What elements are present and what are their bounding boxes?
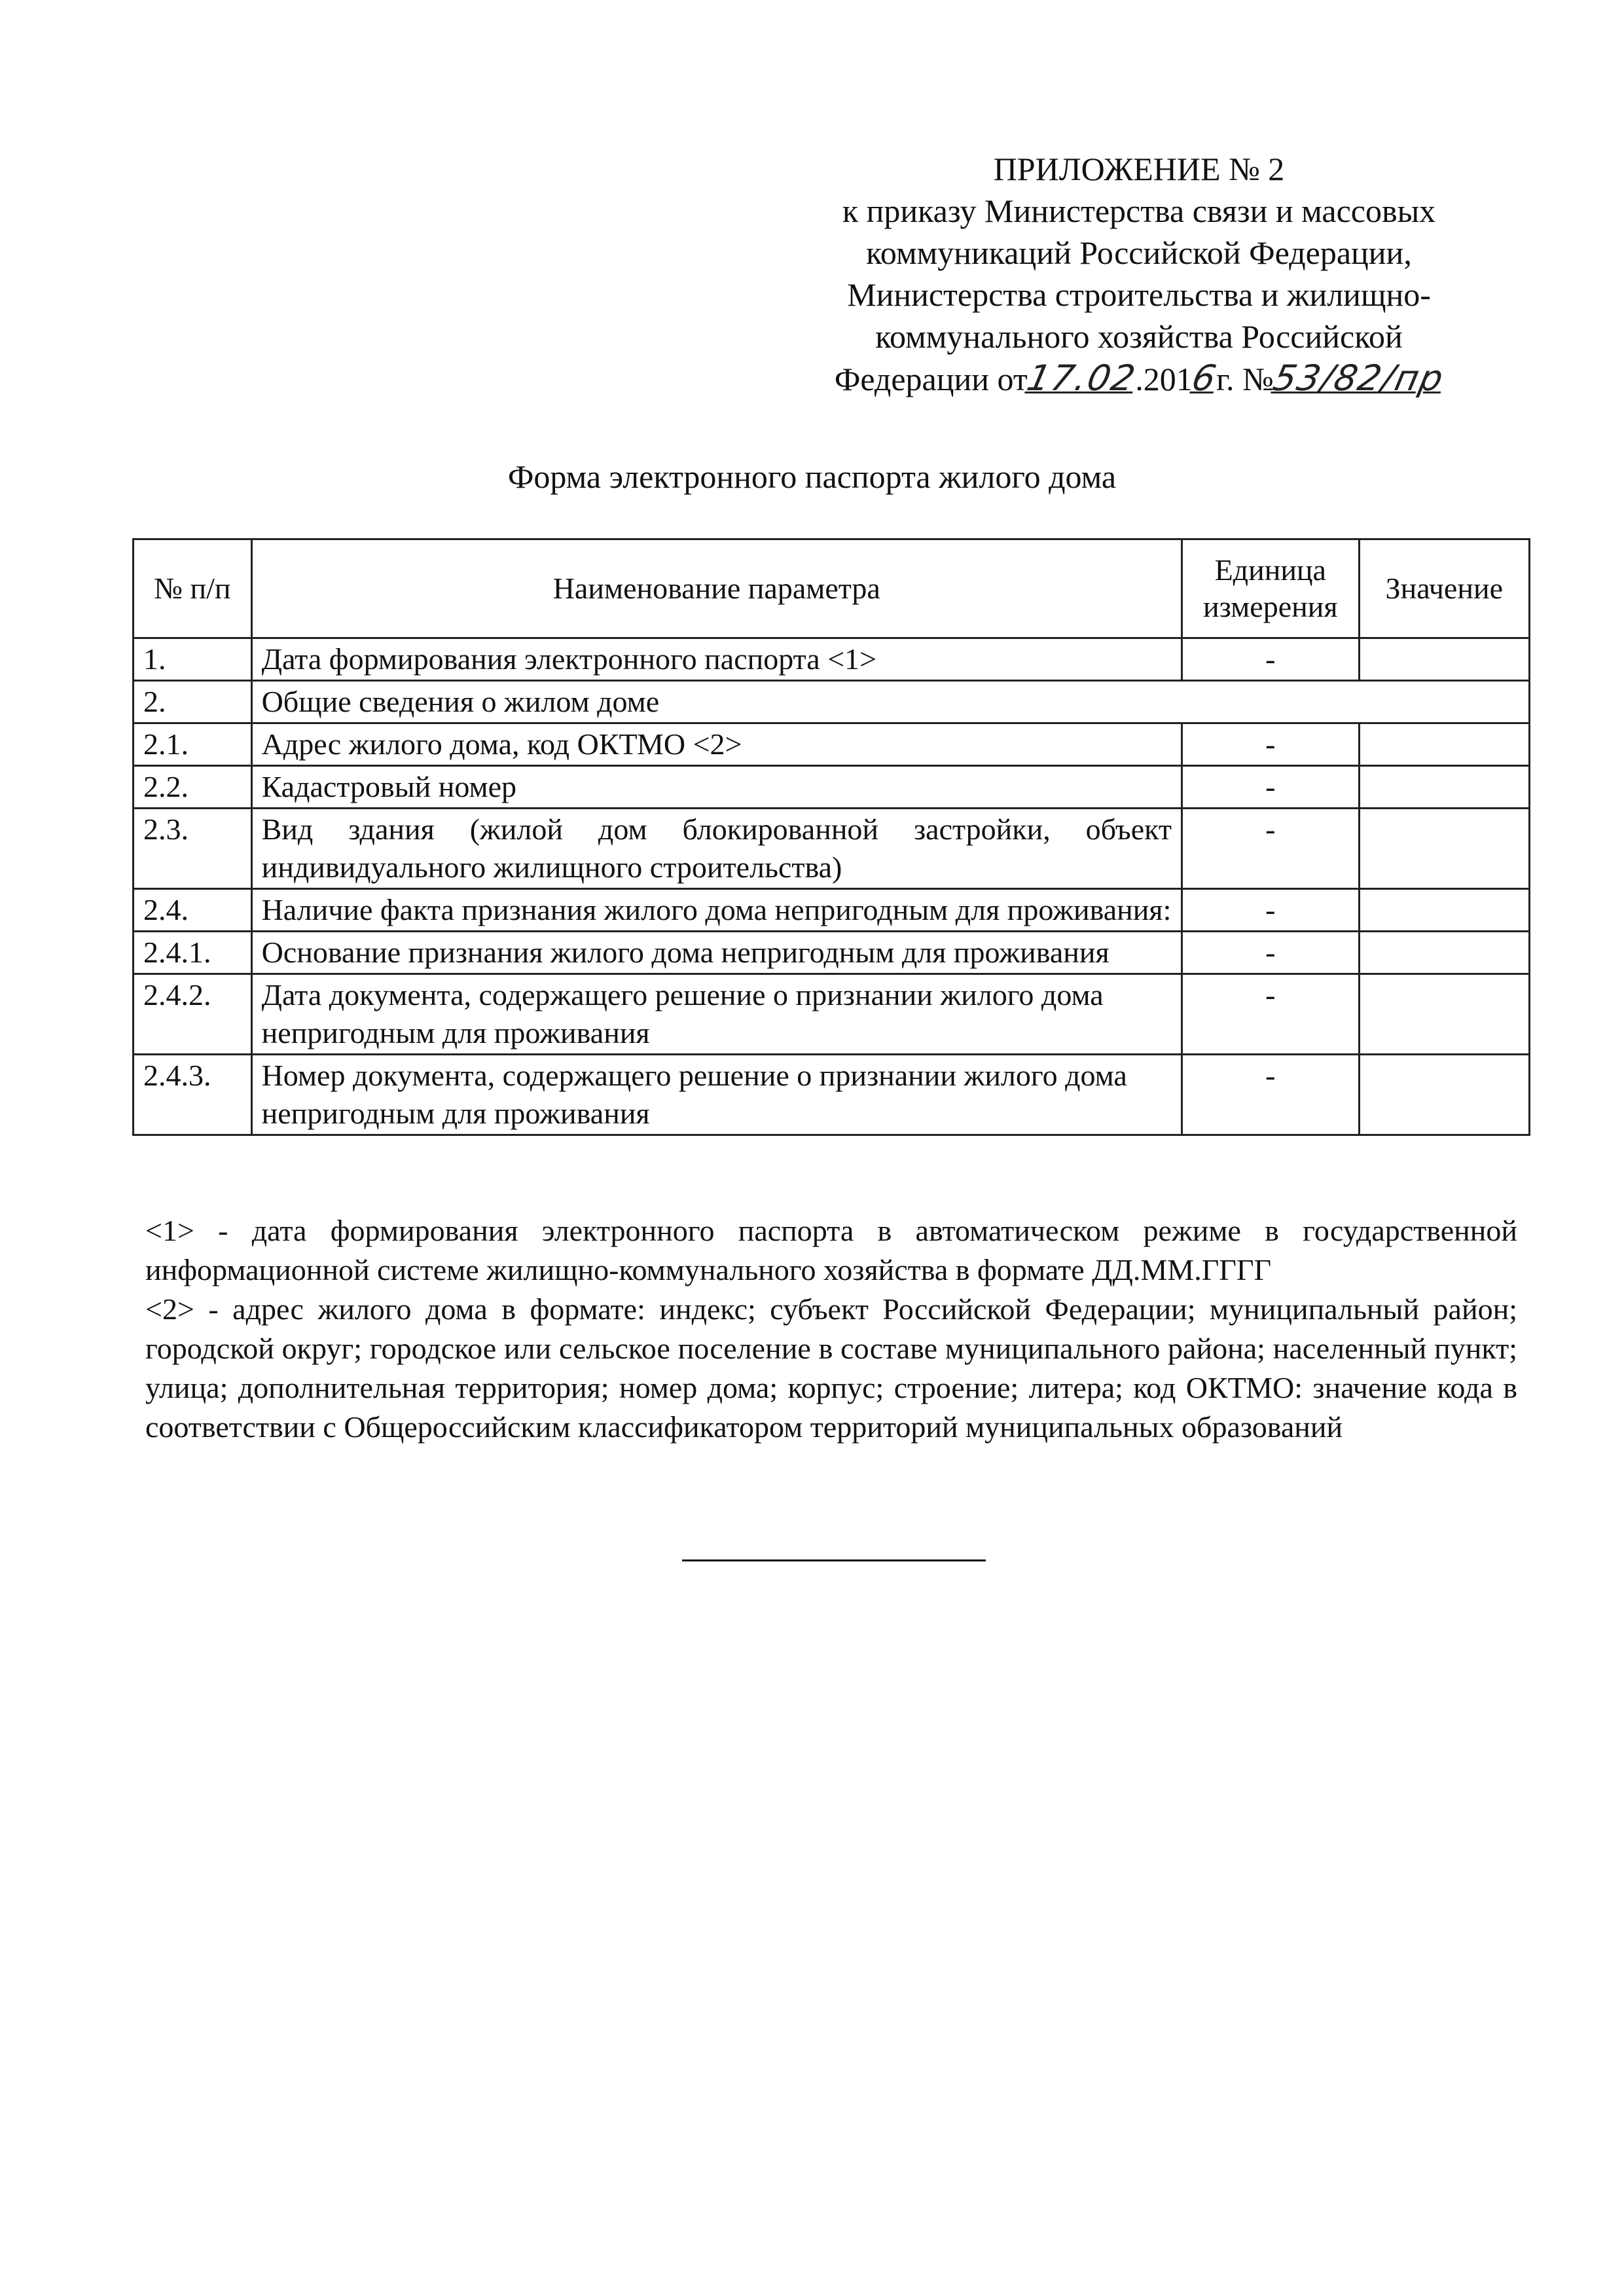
row-value [1359,932,1529,974]
row-value [1359,638,1529,681]
appendix-line-4: Министерства строительства и жилищно- [847,276,1431,313]
row-value [1359,974,1529,1055]
appendix-line-3: коммуникаций Российской Федерации, [866,234,1412,271]
closing-rule [682,1559,986,1561]
row-name: Дата формирования электронного паспорта <1> [251,638,1182,681]
row-value [1359,809,1529,889]
footnotes [145,1211,1517,1447]
row-unit: - [1182,1055,1359,1135]
row-name: Вид здания (жилой дом блокированной застройки, объект индивидуального жилищного строительства) [251,809,1182,889]
header-value: Значение [1359,539,1529,638]
row-num: 2. [134,681,252,723]
row-num: 2.4. [134,889,252,932]
form-title: Форма электронного паспорта жилого дома [507,458,1117,495]
table-row [134,889,1530,932]
row-unit: - [1182,889,1359,932]
appendix-line-5: коммунального хозяйства Российской [875,318,1403,355]
order-number-prefix: г. № [1216,361,1274,397]
table-row [134,723,1530,766]
row-num: 2.4.3. [134,1055,252,1135]
row-value [1359,1055,1529,1135]
row-value [1359,766,1529,809]
row-name: Кадастровый номер [251,766,1182,809]
row-value [1359,889,1529,932]
row-num: 2.4.2. [134,974,252,1055]
row-unit: - [1182,974,1359,1055]
row-num: 2.4.1. [134,932,252,974]
row-unit: - [1182,809,1359,889]
appendix-line-2: к приказу Министерства связи и массовых [842,192,1436,229]
table-row [134,1055,1530,1135]
row-num: 1. [134,638,252,681]
table-row [134,809,1530,889]
row-unit: - [1182,932,1359,974]
table-row [134,766,1530,809]
table-row [134,932,1530,974]
table-header-row [134,539,1530,638]
row-value [1359,723,1529,766]
row-num: 2.3. [134,809,252,889]
appendix-line-6 [720,357,1558,400]
footnote-2: <2> - адрес жилого дома в формате: индекс; субъект Российской Федерации; муниципальный район; городской округ; городское или сельское поселение в составе муниципального района; населенный пункт; улица; дополнительная территория; номер дома; корпус; строение; литера; код ОКТМО: значение кода в соответствии с Общероссийским классификатором территорий муниципальных образований [145,1292,1517,1444]
row-unit: - [1182,638,1359,681]
row-name: Наличие факта признания жилого дома непригодным для проживания: [251,889,1182,932]
row-num: 2.1. [134,723,252,766]
table-row [134,681,1530,723]
row-unit: - [1182,766,1359,809]
row-unit: - [1182,723,1359,766]
appendix-title: ПРИЛОЖЕНИЕ № 2 [993,151,1285,187]
row-section-name: Общие сведения о жилом доме [251,681,1529,723]
order-year-prefix: .201 [1135,361,1193,397]
row-num: 2.2. [134,766,252,809]
row-name: Адрес жилого дома, код ОКТМО <2> [251,723,1182,766]
passport-table [132,538,1530,1136]
order-date-day: 17. [1023,357,1092,399]
order-date-month: 02 [1083,357,1140,399]
order-year-digit: 6 [1188,357,1221,399]
row-name: Основание признания жилого дома непригодным для проживания [251,932,1182,974]
appendix-header [720,148,1558,400]
order-date-prefix: Федерации от [834,361,1028,397]
header-num: № п/п [134,539,252,638]
order-number: 53/82/пр [1269,357,1448,399]
header-name: Наименование параметра [251,539,1182,638]
row-name: Номер документа, содержащего решение о признании жилого дома непригодным для проживания [251,1055,1182,1135]
footnote-1: <1> - дата формирования электронного паспорта в автоматическом режиме в государственной информационной системе жилищно-коммунального хозяйства в формате ДД.ММ.ГГГГ [145,1214,1517,1286]
header-unit: Единица измерения [1182,539,1359,638]
table-row [134,974,1530,1055]
row-name: Дата документа, содержащего решение о признании жилого дома непригодным для проживания [251,974,1182,1055]
table-row [134,638,1530,681]
